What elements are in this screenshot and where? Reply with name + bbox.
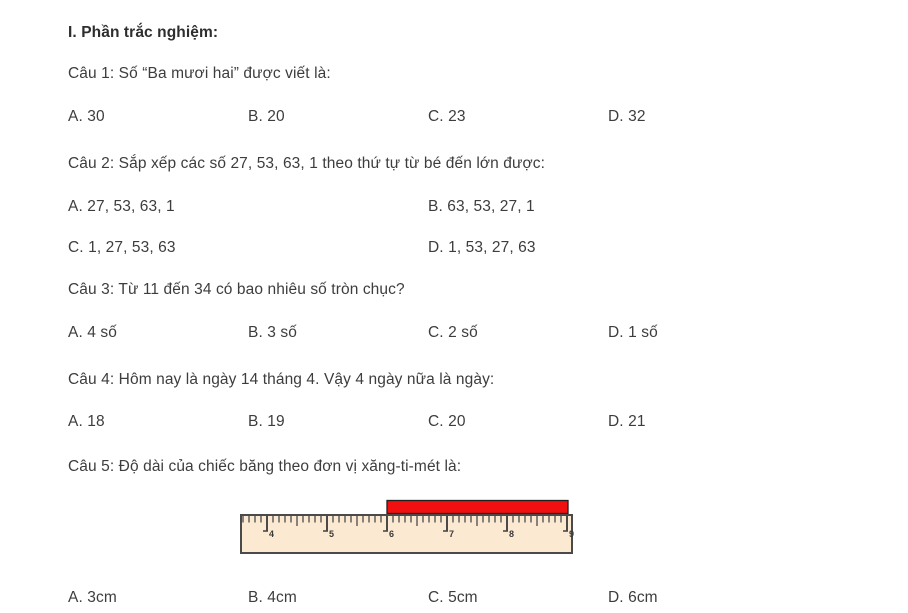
q3-option-c: C. 2 số <box>428 324 478 341</box>
q3-option-b: B. 3 số <box>248 324 297 341</box>
question-4-text: Câu 4: Hôm nay là ngày 14 tháng 4. Vậy 4 ngày nữa là ngày: <box>68 371 495 388</box>
q2-option-a: A. 27, 53, 63, 1 <box>68 198 175 215</box>
q4-option-c: C. 20 <box>428 413 466 430</box>
q4-option-b: B. 19 <box>248 413 285 430</box>
q4-option-a: A. 18 <box>68 413 105 430</box>
q2-option-b: B. 63, 53, 27, 1 <box>428 198 535 215</box>
q5-option-a: A. 3cm <box>68 589 117 606</box>
ruler-number: 7 <box>449 529 455 539</box>
question-3-text: Câu 3: Từ 11 đến 34 có bao nhiêu số tròn chục? <box>68 281 405 298</box>
q5-option-b: B. 4cm <box>248 589 297 606</box>
q1-option-d: D. 32 <box>608 108 646 125</box>
question-5-text: Câu 5: Độ dài của chiếc băng theo đơn vị xăng-ti-mét là: <box>68 458 462 475</box>
q4-option-d: D. 21 <box>608 413 646 430</box>
q1-option-a: A. 30 <box>68 108 105 125</box>
ruler-image <box>240 494 574 556</box>
q1-option-b: B. 20 <box>248 108 285 125</box>
q3-option-d: D. 1 số <box>608 324 658 341</box>
ruler-number: 9 <box>569 529 574 539</box>
question-2-text: Câu 2: Sắp xếp các số 27, 53, 63, 1 theo thứ tự từ bé đến lớn được: <box>68 155 545 172</box>
q5-option-c: C. 5cm <box>428 589 478 606</box>
ruler-number: 4 <box>269 529 275 539</box>
q2-option-c: C. 1, 27, 53, 63 <box>68 239 176 256</box>
q3-option-a: A. 4 số <box>68 324 117 341</box>
section-title: I. Phần trắc nghiệm: <box>68 24 219 41</box>
ruler-number: 5 <box>329 529 335 539</box>
q5-option-d: D. 6cm <box>608 589 658 606</box>
question-1-text: Câu 1: Số “Ba mươi hai” được viết là: <box>68 65 331 82</box>
ruler-number: 6 <box>389 529 395 539</box>
q2-option-d: D. 1, 53, 27, 63 <box>428 239 536 256</box>
q1-option-c: C. 23 <box>428 108 466 125</box>
ruler-number: 8 <box>509 529 515 539</box>
